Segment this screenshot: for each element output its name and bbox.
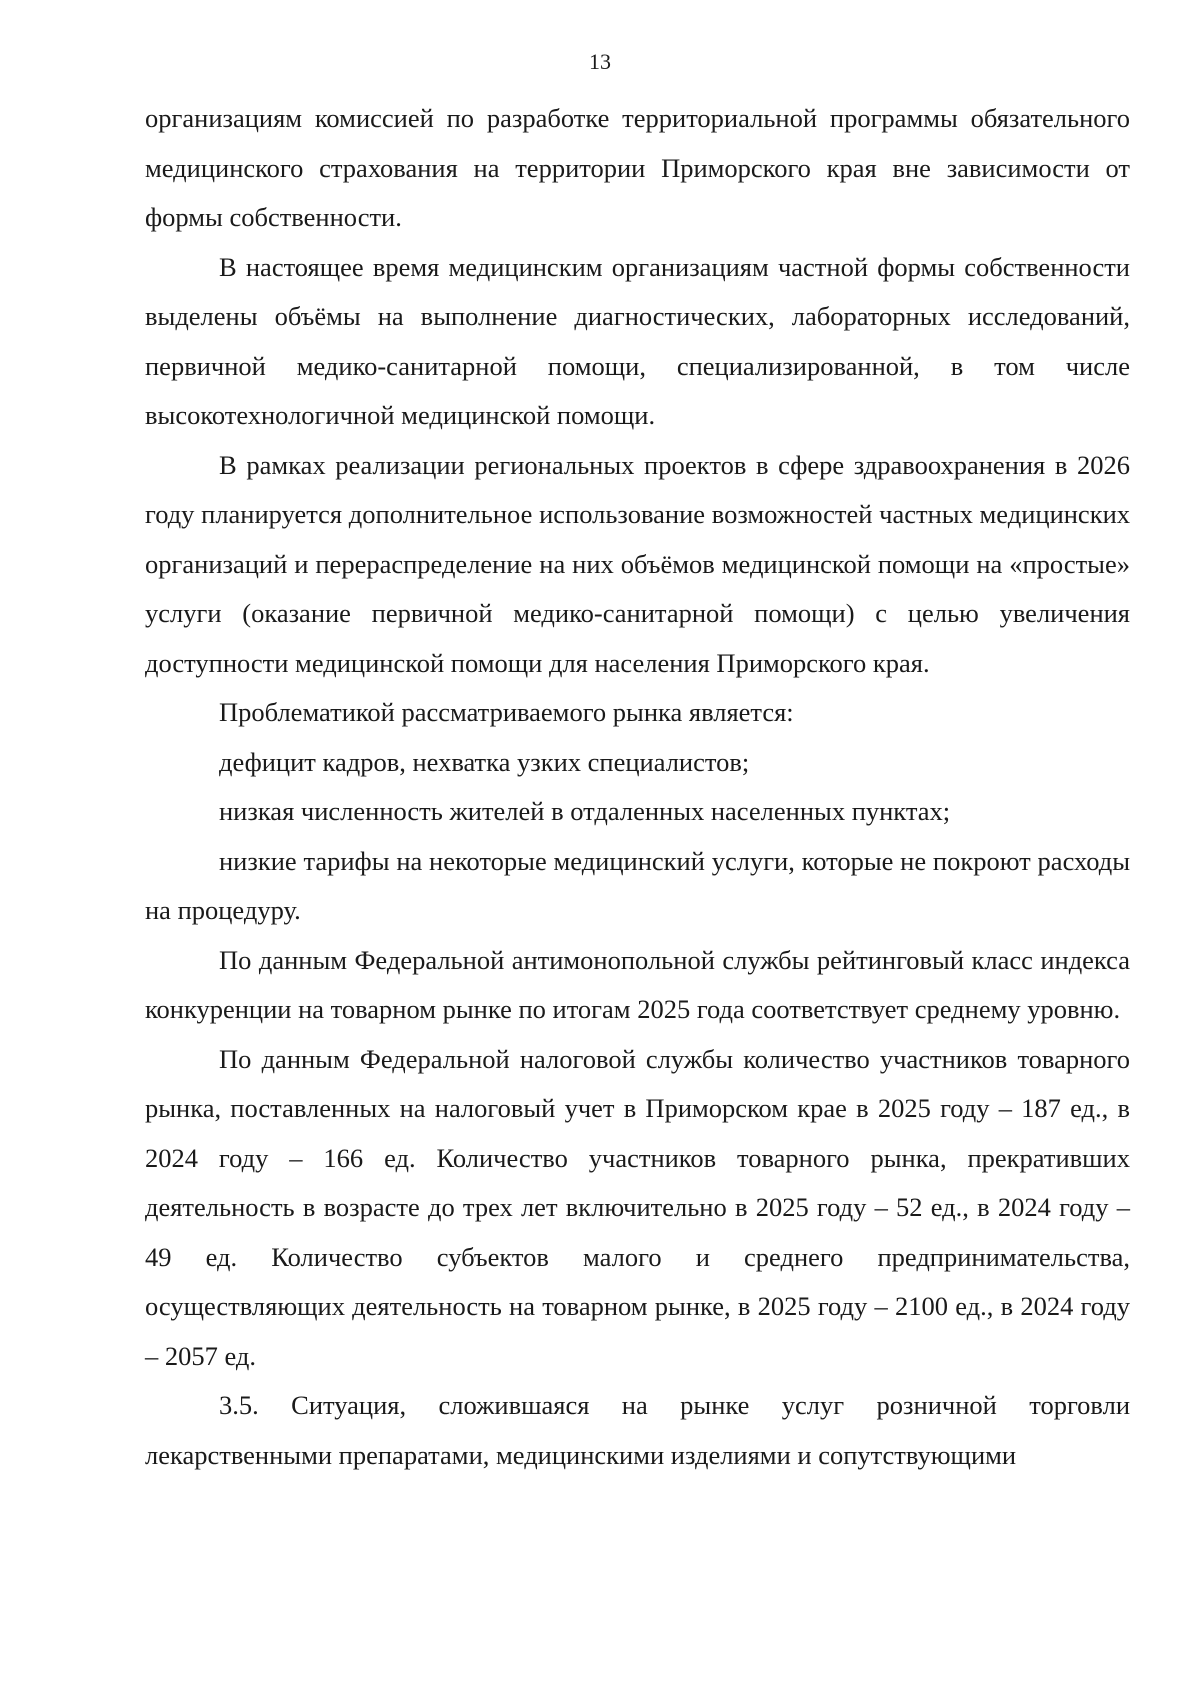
paragraph-10: 3.5. Ситуация, сложившаяся на рынке услуг розничной торговли лекарственными препаратами, медицинскими изделиями и сопутствующими	[145, 1390, 1130, 1470]
paragraph-8: По данным Федеральной антимонопольной службы рейтинговый класс индекса конкуренции на товарном рынке по итогам 2025 года соответствует среднему уровню.	[145, 944, 1130, 1024]
paragraph-9: По данным Федеральной налоговой службы количество участников товарного рынка, поставленных на налоговый учет в Приморском крае в 2025 году – 187 ед., в 2024 году – 166 ед. Количество участников товарного рынка, прекративших деятельность в возрасте до трех лет включительно в 2025 году – 52 ед., в 2024 году – 49 ед. Количество субъектов малого и среднего предпринимательства, осуществляющих деятельность на товарном рынке, в 2025 году – 2100 ед., в 2024 году – 2057 ед.	[145, 1043, 1130, 1371]
paragraph-5: дефицит кадров, нехватка узких специалистов;	[219, 746, 750, 777]
paragraph-3: В рамках реализации региональных проектов в сфере здравоохранения в 2026 году планируется дополнительное использование возможностей частных медицинских организаций и перераспределение на них объёмов медицинской помощи на «простые» услуги (оказание первичной медико-санитарной помощи) с целью увеличения доступности медицинской помощи для населения Приморского края.	[145, 449, 1130, 678]
page-number: 13	[589, 49, 611, 74]
paragraph-6: низкая численность жителей в отдаленных населенных пунктах;	[219, 796, 951, 826]
document-body	[145, 94, 1130, 1480]
paragraph-1: организациям комиссией по разработке территориальной программы обязательного медицинского страхования на территории Приморского края вне зависимости от формы собственности.	[145, 103, 1130, 232]
paragraph-2: В настоящее время медицинским организациям частной формы собственности выделены объёмы на выполнение диагностических, лабораторных исследований, первичной медико-санитарной помощи, специализированной, в том числе высокотехнологичной медицинской помощи.	[145, 251, 1130, 430]
paragraph-4: Проблематикой рассматриваемого рынка является:	[219, 697, 794, 727]
paragraph-7: низкие тарифы на некоторые медицинский услуги, которые не покроют расходы на процедуру.	[145, 845, 1130, 925]
